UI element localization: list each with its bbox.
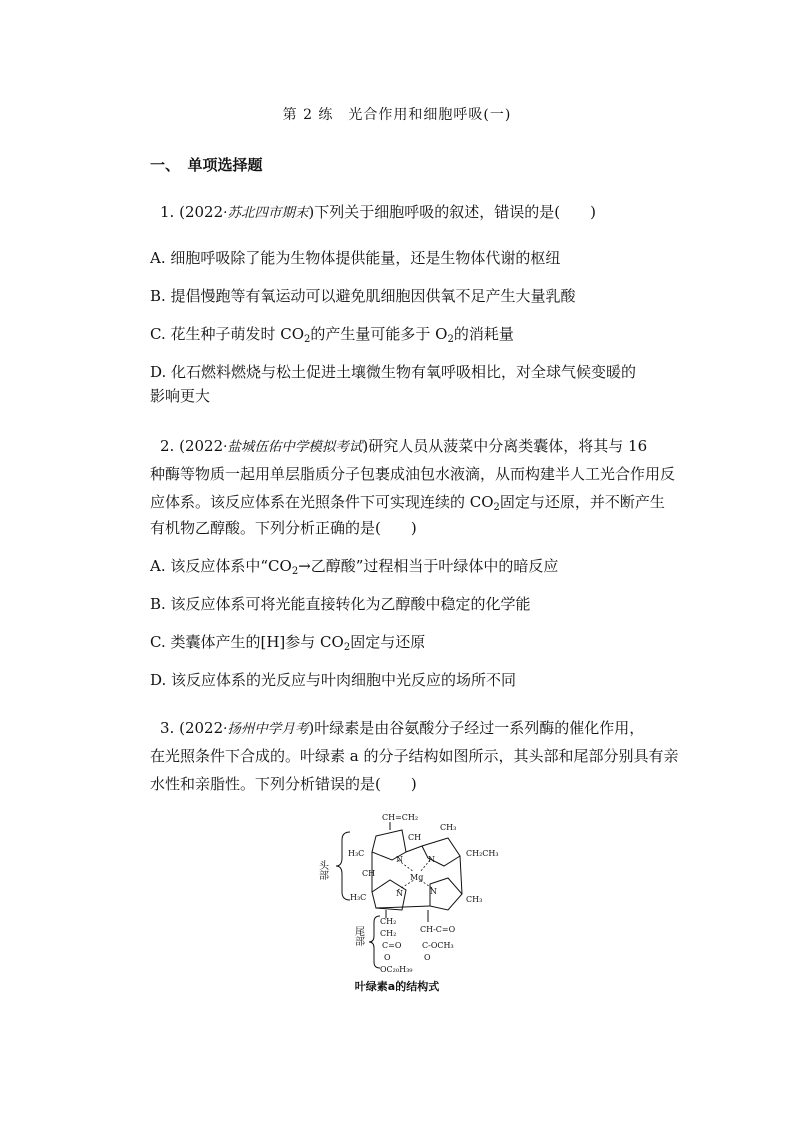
question-3-stem-line2: 在光照条件下合成的。叶绿素 a 的分子结构如图所示，其头部和尾部分别具有亲 [150,747,679,765]
question-3-stem-line3: 水性和亲脂性。下列分析错误的是( ) [150,775,417,793]
svg-text:CH=CH₂: CH=CH₂ [382,813,419,822]
svg-text:N: N [428,855,435,864]
svg-text:Mg: Mg [410,873,424,882]
question-3-source: ·扬州中学月考 [223,721,309,737]
svg-text:CH₂CH₃: CH₂CH₃ [466,849,499,858]
svg-text:N: N [396,889,403,898]
svg-text:CH₂: CH₂ [380,917,397,926]
svg-text:H₃C: H₃C [350,893,367,902]
question-1-stem: 1. (2022·苏北四市期末)下列关于细胞呼吸的叙述，错误的是( ) [160,203,596,221]
head-label: 头部 [316,860,328,880]
page-title: 第 2 练 光合作用和细胞呼吸(一) [282,107,512,123]
question-2-option-c: C. 类囊体产生的[H]参与 $CO_2$固定与还原 [150,633,426,653]
question-2-stem-line3: 应体系。该反应体系在光照条件下可实现连续的 $CO_2$固定与还原，并不断产生 [150,493,665,513]
question-1-option-c: C. 花生种子萌发时 $CO_2$的产生量可能多于 $O_2$的消耗量 [150,325,514,345]
section-heading: 一、 单项选择题 [150,156,263,174]
tail-label: 尾部 [352,926,364,946]
head-brace [336,832,350,900]
svg-text:N: N [396,855,403,864]
figure-caption: 叶绿素a的结构式 [354,980,440,993]
svg-text:H₃C: H₃C [348,849,365,858]
chlorophyll-structure-figure [310,810,510,1000]
question-1-option-a: A. 细胞呼吸除了能为生物体提供能量，还是生物体代谢的枢纽 [150,249,561,267]
question-2-option-b: B. 该反应体系可将光能直接转化为乙醇酸中稳定的化学能 [150,595,531,613]
question-2-stem-line4: 有机物乙醇酸。下列分析正确的是( ) [150,519,417,537]
question-2-option-a: A. 该反应体系中“$CO_2\to$乙醇酸”过程相当于叶绿体中的暗反应 [150,557,559,577]
question-2-option-d: D. 该反应体系的光反应与叶肉细胞中光反应的场所不同 [150,671,517,689]
svg-text:CH: CH [408,833,422,842]
question-3-stem: 3. (2022·扬州中学月考)叶绿素是由谷氨酸分子经过一系列酶的催化作用， [160,719,645,737]
question-1-option-d-cont: 影响更大 [150,387,211,405]
tail-brace [369,916,380,968]
svg-text:C=O: C=O [382,941,402,950]
svg-text:CH₃: CH₃ [466,895,483,904]
question-2-stem-line2: 种酶等物质一起用单层脂质分子包裹成油包水液滴，从而构建半人工光合作用反 [150,465,676,483]
question-1-option-d: D. 化石燃料燃烧与松土促进土壤微生物有氧呼吸相比，对全球气候变暖的 [150,363,637,381]
question-2-source: ·盐城伍佑中学模拟考试 [223,439,363,455]
svg-text:OC₂₀H₃₉: OC₂₀H₃₉ [380,965,413,974]
svg-text:CH-C=O: CH-C=O [420,925,456,934]
question-1-option-b: B. 提倡慢跑等有氧运动可以避免肌细胞因供氧不足产生大量乳酸 [150,287,576,305]
svg-text:CH: CH [362,869,376,878]
svg-text:CH₂: CH₂ [380,929,397,938]
question-1-source: ·苏北四市期末 [223,205,309,221]
svg-text:CH₃: CH₃ [440,823,457,832]
svg-text:O: O [384,953,391,962]
svg-text:N: N [430,887,437,896]
svg-text:C-OCH₃: C-OCH₃ [422,941,454,950]
question-2-stem: 2. (2022·盐城伍佑中学模拟考试)研究人员从菠菜中分离类囊体，将其与 16 [160,437,648,455]
svg-text:O: O [424,953,431,962]
